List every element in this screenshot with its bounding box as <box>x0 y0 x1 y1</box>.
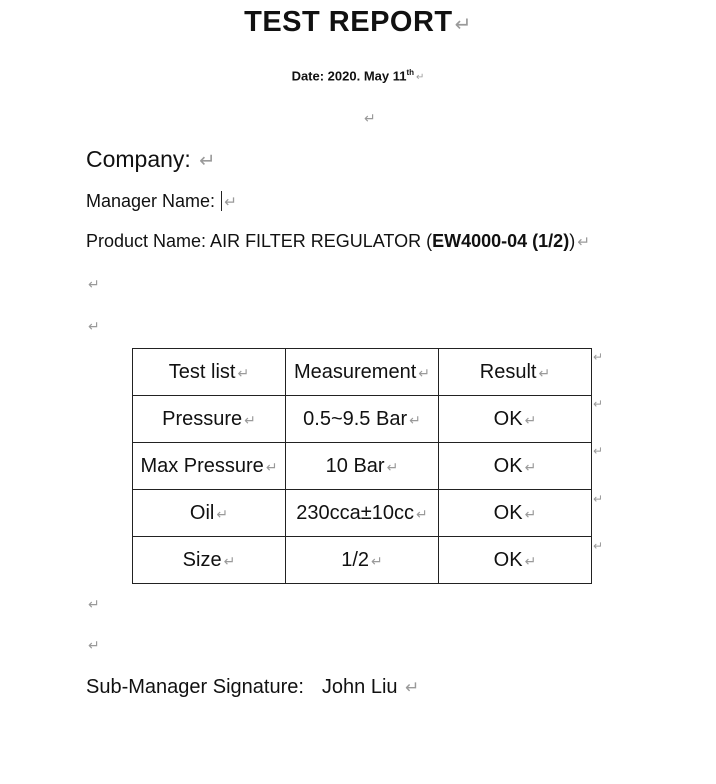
table-row <box>133 396 592 443</box>
table-cell[interactable]: Size ↵ <box>133 537 286 584</box>
row-end-mark: ↵ <box>593 539 604 553</box>
header-cell[interactable]: Measurement ↵ <box>286 349 439 396</box>
header-cell[interactable]: Test list ↵ <box>133 349 286 396</box>
table-cell[interactable]: Max Pressure ↵ <box>133 443 286 490</box>
product-name-line[interactable]: Product Name: AIR FILTER REGULATOR (EW4000-04 (1/2)) ↵ <box>86 231 591 251</box>
company-label: Company: <box>86 146 191 172</box>
table-cell[interactable]: OK ↵ <box>439 537 592 584</box>
table-row <box>133 490 592 537</box>
company-line[interactable]: Company: ↵ <box>86 146 216 172</box>
signature-name: John Liu <box>321 676 398 698</box>
row-end-mark: ↵ <box>593 444 604 458</box>
row-end-mark: ↵ <box>593 492 604 506</box>
header-cell[interactable]: Result ↵ <box>439 349 592 396</box>
table-cell[interactable]: OK ↵ <box>439 396 592 443</box>
test-results-table[interactable] <box>132 348 592 584</box>
table-row <box>133 537 592 584</box>
table-cell[interactable]: Oil ↵ <box>133 490 286 537</box>
paragraph-mark: ↵ <box>88 318 100 334</box>
text-cursor <box>221 191 222 211</box>
table-cell[interactable]: OK ↵ <box>439 490 592 537</box>
table-cell[interactable]: 230cca±10cc ↵ <box>286 490 439 537</box>
product-name-label: Product Name: AIR FILTER REGULATOR ( <box>86 231 433 251</box>
report-date: Date: 2020. May 11th ↵ <box>291 68 425 84</box>
manager-name-label: Manager Name: <box>86 191 216 211</box>
product-size: (1/2) <box>532 231 570 251</box>
row-end-mark: ↵ <box>593 350 604 364</box>
manager-name-line[interactable]: Manager Name: ↵ <box>86 191 237 211</box>
table-cell[interactable]: 1/2 ↵ <box>286 537 439 584</box>
table-cell[interactable]: 10 Bar ↵ <box>286 443 439 490</box>
product-model: EW4000-04 <box>432 231 528 251</box>
table-cell[interactable]: Pressure ↵ <box>133 396 286 443</box>
table-cell[interactable]: 0.5~9.5 Bar ↵ <box>286 396 439 443</box>
table-header-row <box>133 349 592 396</box>
paragraph-mark: ↵ <box>88 596 100 612</box>
signature-label: Sub-Manager Signature: <box>86 676 304 698</box>
table-cell[interactable]: OK ↵ <box>439 443 592 490</box>
signature-line[interactable]: Sub-Manager Signature: John Liu ↵ <box>86 676 420 698</box>
row-end-mark: ↵ <box>593 397 604 411</box>
paragraph-mark: ↵ <box>88 637 100 653</box>
paragraph-mark: ↵ <box>88 276 100 292</box>
report-title: TEST REPORT ↵ <box>244 6 472 38</box>
table-row <box>133 443 592 490</box>
paragraph-mark: ↵ <box>364 110 376 126</box>
